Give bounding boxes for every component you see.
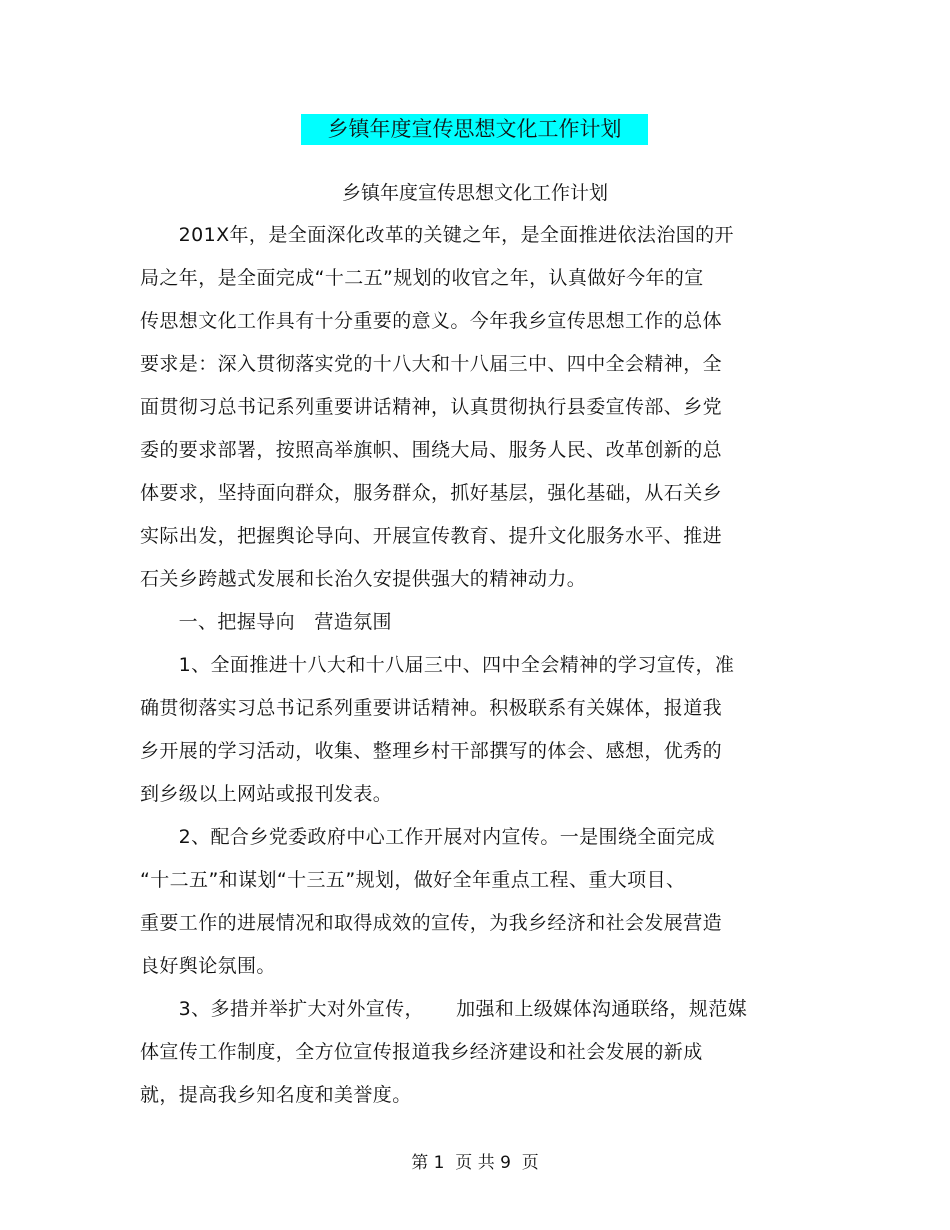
body-line: 体宣传工作制度，全方位宣传报道我乡经济建设和社会发展的新成 — [140, 1041, 703, 1063]
body-line: 1、全面推进十八大和十八届三中、四中全会精神的学习宣传，准 — [140, 654, 735, 676]
body-line: 局之年，是全面完成“十二五”规划的收官之年，认真做好今年的宣 — [140, 267, 704, 289]
body-line: 乡开展的学习活动，收集、整理乡村干部撰写的体会、感想，优秀的 — [140, 740, 723, 762]
document-title: 乡镇年度宣传思想文化工作计划 — [301, 114, 648, 145]
section-heading: 一、把握导向 营造氛围 — [140, 611, 392, 633]
body-line: 到乡级以上网站或报刊发表。 — [140, 783, 393, 805]
body-line: 实际出发，把握舆论导向、开展宣传教育、提升文化服务水平、推进 — [140, 525, 723, 547]
body-line: 2、配合乡党委政府中心工作开展对内宣传。一是围绕全面完成 — [140, 826, 715, 848]
body-line: 重要工作的进展情况和取得成效的宣传，为我乡经济和社会发展营造 — [140, 912, 723, 934]
document-subtitle: 乡镇年度宣传思想文化工作计划 — [341, 182, 608, 204]
page-footer: 第 1 页 共 9 页 — [411, 1153, 539, 1173]
body-line: 就，提高我乡知名度和美誉度。 — [140, 1084, 412, 1106]
body-line: 201X年，是全面深化改革的关键之年，是全面推进依法治国的开 — [140, 224, 734, 246]
body-line: 确贯彻落实习总书记系列重要讲话精神。积极联系有关媒体，报道我 — [140, 697, 723, 719]
body-line: 要求是：深入贯彻落实党的十八大和十八届三中、四中全会精神，全 — [140, 353, 723, 375]
body-line: 体要求，坚持面向群众，服务群众，抓好基层，强化基础，从石关乡 — [140, 482, 723, 504]
body-line: 石关乡跨越式发展和长治久安提供强大的精神动力。 — [140, 568, 587, 590]
body-line: 委的要求部署，按照高举旗帜、围绕大局、服务人民、改革创新的总 — [140, 439, 723, 461]
body-line: 传思想文化工作具有十分重要的意义。今年我乡宣传思想工作的总体 — [140, 310, 723, 332]
body-line: “十二五”和谋划“十三五”规划，做好全年重点工程、重大项目、 — [140, 869, 686, 891]
body-line: 良好舆论氛围。 — [140, 955, 276, 977]
body-line: 面贯彻习总书记系列重要讲话精神，认真贯彻执行县委宣传部、乡党 — [140, 396, 723, 418]
body-line: 3、多措并举扩大对外宣传， 加强和上级媒体沟通联络，规范媒 — [140, 998, 748, 1020]
